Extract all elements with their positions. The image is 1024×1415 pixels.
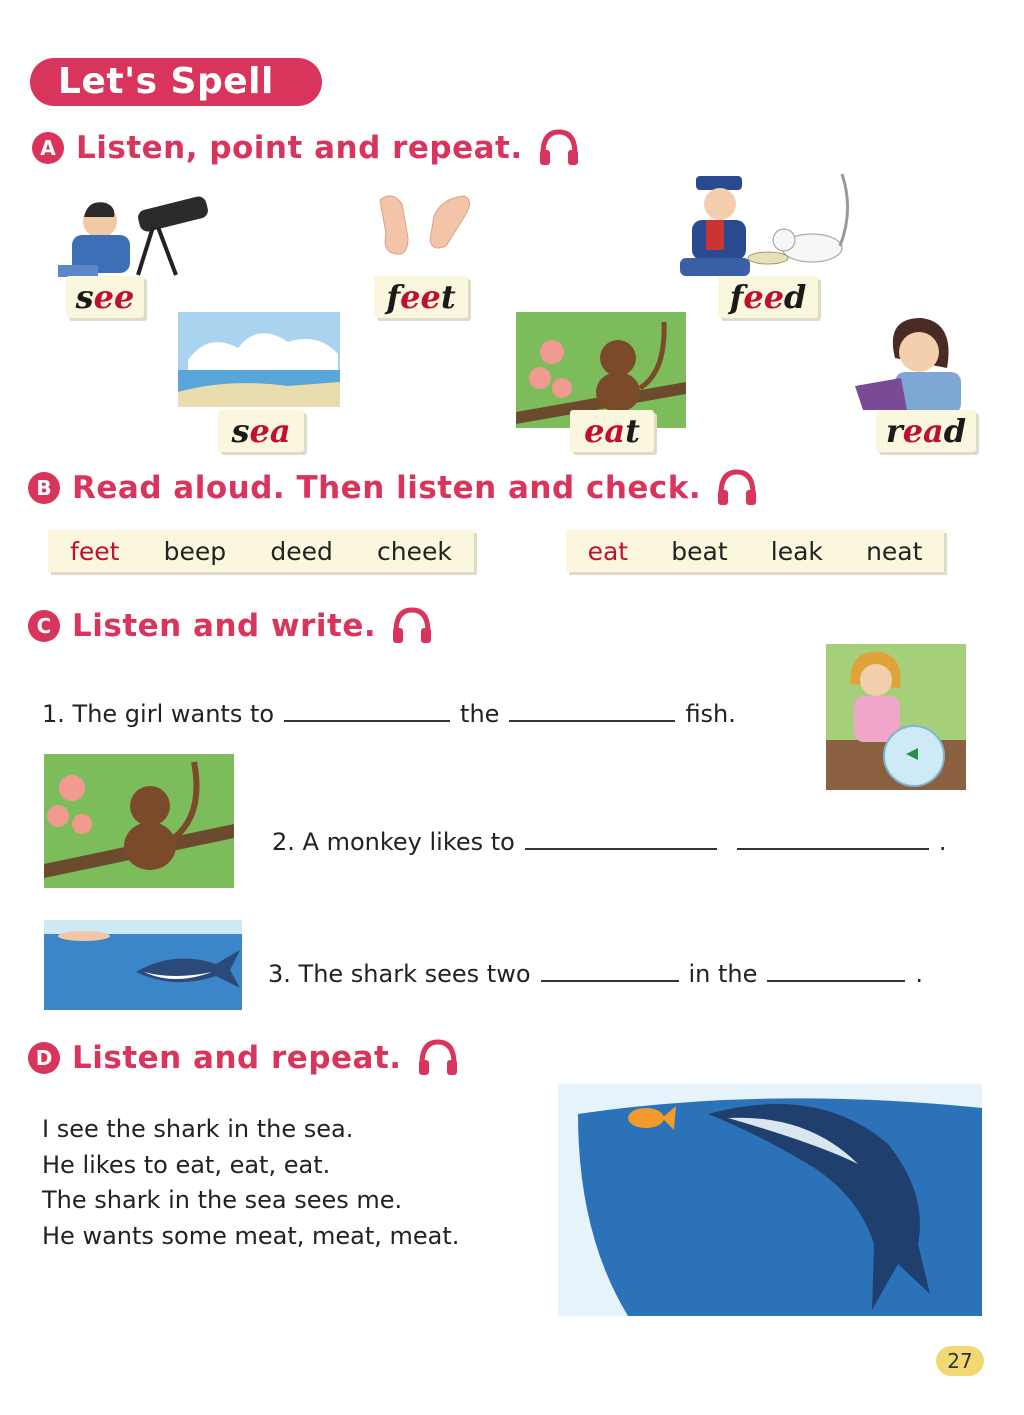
section-a-heading — [32, 128, 581, 168]
headphones-icon[interactable] — [390, 606, 434, 646]
sea-illustration — [178, 312, 340, 407]
section-c-letter: C — [28, 610, 60, 642]
section-d-letter: D — [28, 1042, 60, 1074]
check-word[interactable]: leak — [770, 536, 823, 566]
section-c-heading — [28, 606, 434, 646]
word-tag-feed: feed — [718, 276, 818, 318]
check-word[interactable]: beat — [671, 536, 728, 566]
shark-sea-illustration — [558, 1084, 982, 1316]
exercise-3: 3. The shark sees two in the . — [268, 960, 924, 988]
section-c-title: Listen and write. — [72, 608, 377, 644]
section-b-letter: B — [28, 472, 60, 504]
check-word[interactable]: beep — [163, 536, 227, 566]
answer-blank[interactable] — [284, 719, 450, 722]
lesson-title: Let's Spell — [30, 58, 322, 106]
exercise-1: 1. The girl wants to the fish. — [42, 700, 736, 728]
feet-illustration — [372, 190, 477, 262]
poem-line: He likes to eat, eat, eat. — [42, 1150, 331, 1179]
check-word[interactable]: deed — [270, 536, 333, 566]
exercise-2: 2. A monkey likes to . — [272, 828, 947, 856]
section-b-heading — [28, 468, 759, 508]
answer-blank[interactable] — [509, 719, 675, 722]
word-tag-feet: feet — [374, 276, 468, 318]
section-d-heading — [28, 1038, 460, 1078]
word-tag-read: read — [876, 410, 976, 452]
poem-line: I see the shark in the sea. — [42, 1115, 354, 1143]
check-word[interactable]: cheek — [377, 536, 452, 566]
check-word[interactable]: neat — [866, 536, 923, 566]
answer-blank[interactable] — [541, 979, 679, 982]
headphones-icon[interactable] — [537, 128, 581, 168]
check-row-ee — [48, 530, 474, 572]
answer-blank[interactable] — [737, 847, 929, 850]
poem-line: The shark in the sea sees me. — [42, 1186, 403, 1214]
word-tag-eat: eat — [570, 410, 654, 452]
boy-with-telescope-illustration — [58, 185, 213, 277]
poem — [42, 1112, 459, 1254]
page-number: 27 — [936, 1346, 984, 1376]
headphones-icon[interactable] — [715, 468, 759, 508]
word-tag-sea: sea — [218, 410, 304, 452]
answer-blank[interactable] — [767, 979, 905, 982]
answer-blank[interactable] — [525, 847, 717, 850]
boy-feeding-cat-illustration — [676, 170, 851, 280]
section-a-title: Listen, point and repeat. — [76, 130, 523, 166]
girl-reading-illustration — [855, 312, 975, 417]
section-a-letter: A — [32, 132, 64, 164]
check-word[interactable]: eat — [587, 536, 629, 566]
shark-and-swimmers-illustration — [44, 920, 242, 1010]
check-word[interactable]: feet — [70, 536, 120, 566]
section-b-title: Read aloud. Then listen and check. — [72, 470, 702, 506]
section-d-title: Listen and repeat. — [72, 1040, 402, 1076]
girl-with-fishbowl-illustration — [826, 644, 966, 790]
check-row-ea — [566, 530, 944, 572]
headphones-icon[interactable] — [416, 1038, 460, 1078]
poem-line: He wants some meat, meat, meat. — [42, 1221, 460, 1250]
monkey-in-tree-illustration — [44, 754, 234, 888]
word-tag-see: see — [66, 276, 144, 318]
